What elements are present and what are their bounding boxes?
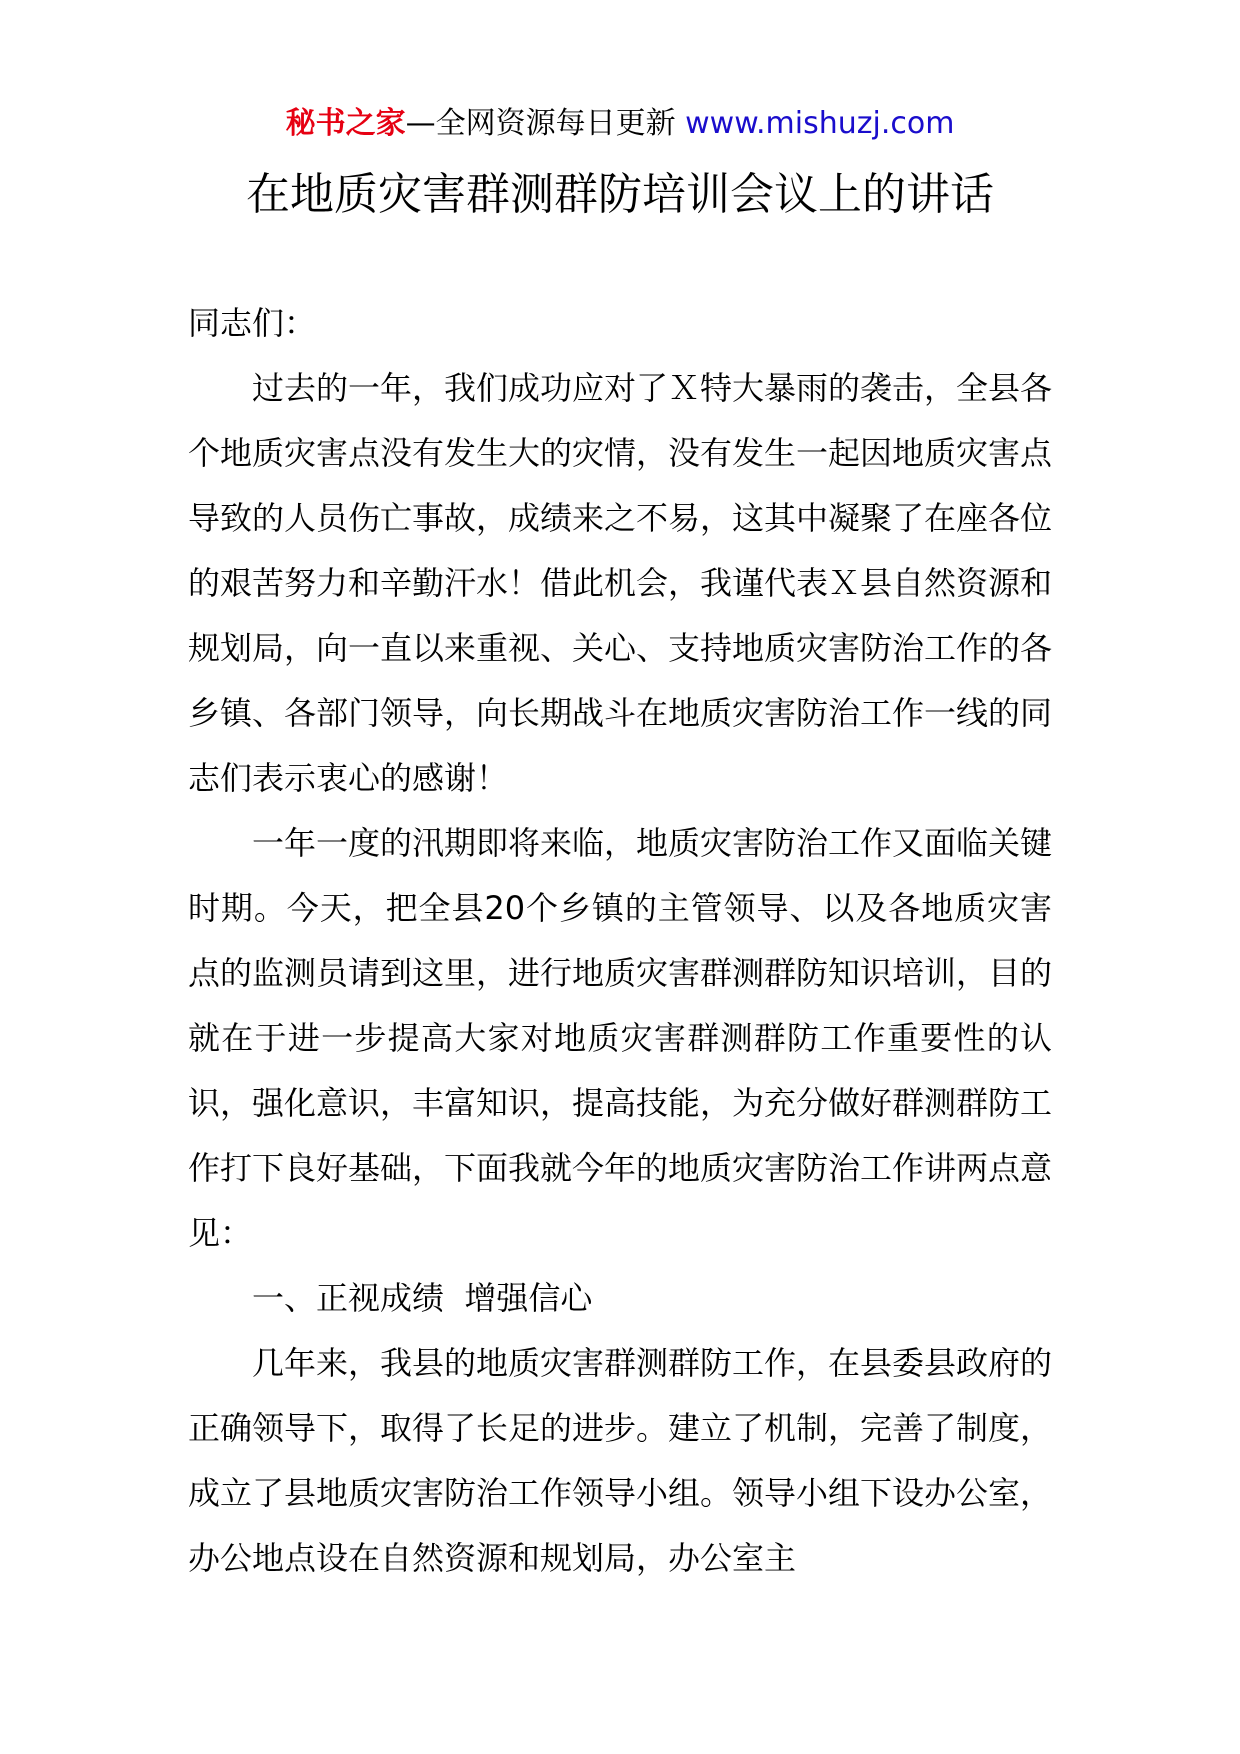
site-url-link[interactable]: www.mishuzj.com — [685, 106, 955, 141]
site-tagline: —全网资源每日更新 — [405, 106, 686, 141]
paragraph: 一年一度的汛期即将来临，地质灾害防治工作又面临关键时期。今天，把全县20个乡镇的主管领导、以及各地质灾害点的监测员请到这里，进行地质灾害群测群防知识培训，目的就在于进一步提高大家对地质灾害群测群防工作重要性的认识，强化意识，丰富知识，提高技能，为充分做好群测群防工作打下良好基础，下面我就今年的地质灾害防治工作讲两点意见： — [188, 824, 1053, 1252]
section-heading: 一、正视成绩 增强信心 — [252, 1279, 593, 1317]
site-header — [0, 102, 1240, 146]
paragraph: 几年来，我县的地质灾害群测群防工作，在县委县政府的正确领导下，取得了长足的进步。建立了机制，完善了制度，成立了县地质灾害防治工作领导小组。领导小组下设办公室，办公地点设在自然资源和规划局，办公室主 — [188, 1344, 1053, 1577]
document-title: 在地质灾害群测群防培训会议上的讲话 — [246, 169, 994, 220]
site-brand: 秘书之家 — [285, 106, 406, 141]
paragraph: 过去的一年，我们成功应对了Ｘ特大暴雨的袭击，全县各个地质灾害点没有发生大的灾情，没有发生一起因地质灾害点导致的人员伤亡事故，成绩来之不易，这其中凝聚了在座各位的艰苦努力和辛勤汗水！借此机会，我谨代表Ｘ县自然资源和规划局，向一直以来重视、关心、支持地质灾害防治工作的各乡镇、各部门领导，向长期战斗在地质灾害防治工作一线的同志们表示衷心的感谢！ — [188, 369, 1053, 797]
document-body — [188, 291, 1052, 1591]
salutation: 同志们： — [188, 304, 317, 342]
